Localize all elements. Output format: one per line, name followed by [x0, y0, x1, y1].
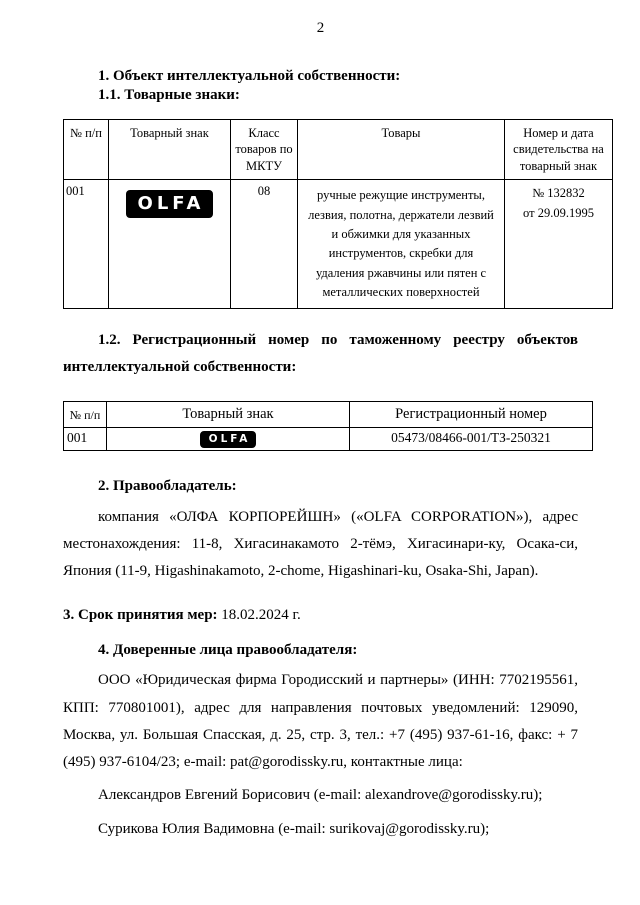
registry-cell-number: 001 [64, 428, 107, 451]
section-2-heading: 2. Правообладатель: [98, 477, 237, 494]
cell-trademark-logo [109, 180, 231, 309]
registry-cell-logo [107, 428, 350, 451]
registry-cell-reg-number: 05473/08466-001/ТЗ-250321 [350, 428, 593, 451]
cell-goods [298, 180, 505, 309]
section-1-heading: 1. Объект интеллектуальной собственности: [98, 68, 401, 84]
olfa-logo-small: OLFA [200, 431, 257, 448]
page-number: 2 [316, 20, 325, 36]
header-cell-goods: Товары [298, 119, 505, 180]
registry-table-header-row [64, 402, 593, 428]
section-4-heading: 4. Доверенные лица правообладателя: [98, 641, 358, 658]
section-3-line [63, 602, 578, 629]
contact-line-1: Александров Евгений Борисович (e-mail: alexandrove@gorodissky.ru); [98, 787, 543, 804]
contact-line-2: Сурикова Юлия Вадимовна (e-mail: surikovaj@gorodissky.ru); [98, 821, 490, 838]
header-cell-class: Класс товаров по МКТУ [231, 119, 298, 180]
section-3-heading: 3. Срок принятия мер: [63, 606, 218, 623]
registry-table-row [64, 428, 593, 451]
representatives-paragraph: ООО «Юридическая фирма Городисский и партнеры» (ИНН: 7702195561, КПП: 770801001), адрес для направления почтовых уведомлений: 129090, Москва, ул. Большая Спасская, д. 25, стр. 3, тел.: +7 (495) 937-61-16, факс: + 7 (495) 937-6104/23; e-mail: pat@gorodissky.ru, контактные лица: [63, 672, 578, 771]
section-1-2-heading: 1.2. Регистрационный номер по таможенному реестру объектов интеллектуальной собственности: [63, 332, 578, 376]
certificate-date: от 29.09.1995 [523, 205, 594, 220]
certificate-number: № 132832 [532, 186, 585, 201]
registry-header-trademark: Товарный знак [107, 402, 350, 428]
goods-description: ручные режущие инструменты, лезвия, полотна, держатели лезвий и обжимки для указанных инструментов, скребки для удаления ржавчины или пятен с металлических поверхностей [308, 188, 494, 299]
registry-header-reg-number: Регистрационный номер [350, 402, 593, 428]
cell-class-code: 08 [231, 180, 298, 309]
cell-row-number: 001 [64, 180, 109, 309]
section-3-date: 18.02.2024 г. [217, 606, 301, 623]
trademark-table [63, 119, 613, 310]
header-cell-trademark: Товарный знак [109, 119, 231, 180]
header-cell-certificate: Номер и дата свидетельства на товарный знак [505, 119, 613, 180]
registry-table [63, 401, 593, 451]
cell-certificate [505, 180, 613, 309]
trademark-table-row [64, 180, 613, 309]
rights-holder-paragraph: компания «ОЛФА КОРПОРЕЙШН» («OLFA CORPORATION»), адрес местонахождения: 11-8, Хигасинакамото 2-тёмэ, Хигасинари-ку, Осака-си, Япония (11-9, Higashinakamoto, 2-chome, Higashinari-ku, Osaka-Shi, Japan). [63, 508, 578, 580]
section-1-1-heading: 1.1. Товарные знаки: [98, 86, 240, 103]
olfa-logo: OLFA [126, 190, 214, 218]
header-cell-number: № п/п [64, 119, 109, 180]
trademark-table-header-row [64, 119, 613, 180]
registry-header-number: № п/п [64, 402, 107, 428]
